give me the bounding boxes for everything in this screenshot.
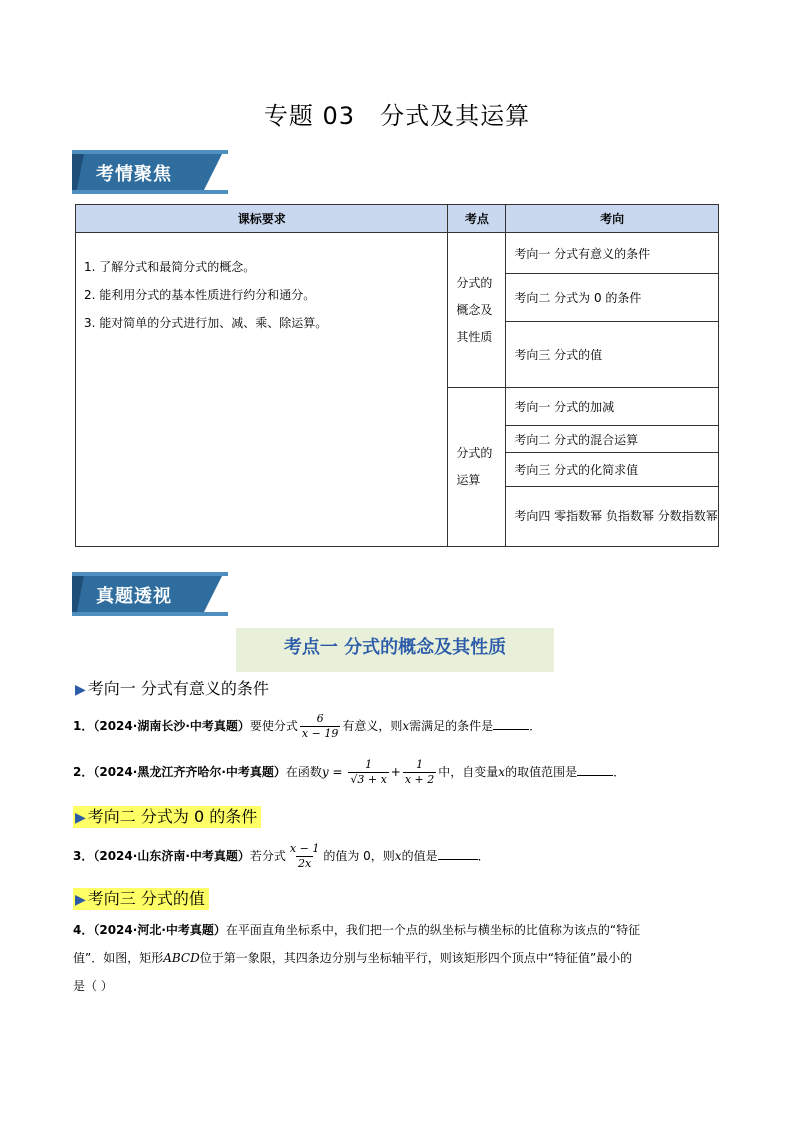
- kaodian-concept: 分式的 概念及 其性质: [448, 233, 506, 388]
- requirements-cell: [76, 233, 448, 547]
- answer-blank: [493, 716, 529, 730]
- triangle-icon: ▶: [75, 810, 86, 826]
- question-2: 2．（2024·黑龙江齐齐哈尔·中考真题）在函数y = $\frac{1}{√3 + x}$ + $\frac{1}{x + 2}$ 中，自变量x的取值范围是 ．: [73, 758, 626, 786]
- header-kaoxiang: 考向: [506, 205, 719, 233]
- section-banner-kaoqing: [72, 150, 228, 194]
- kaoxiang-item: 考向一 分式的加减: [506, 388, 719, 426]
- requirement-item: 1. 了解分式和最简分式的概念。: [84, 260, 256, 274]
- fraction: $\frac{1}{x + 2}$: [404, 758, 435, 786]
- kaoxiang-item: 考向三 分式的化简求值: [506, 453, 719, 487]
- banner-label: 考情聚焦: [96, 164, 172, 185]
- requirement-item: 3. 能对简单的分式进行加、减、乘、除运算。: [84, 316, 328, 330]
- kaoxiang-item: 考向二 分式为 0 的条件: [506, 274, 719, 322]
- kaodian-heading: 考点一 分式的概念及其性质: [236, 628, 554, 672]
- triangle-icon: ▶: [75, 892, 86, 908]
- triangle-icon: ▶: [75, 682, 86, 698]
- page-title: 专题 03 分式及其运算: [263, 102, 531, 130]
- kaoxiang-heading-1: ▶ 考向一 分式有意义的条件: [75, 679, 269, 698]
- answer-blank: [438, 846, 478, 860]
- header-kebiao: 课标要求: [76, 205, 448, 233]
- requirements-table: [75, 204, 719, 547]
- requirement-item: 2. 能利用分式的基本性质进行约分和通分。: [84, 288, 316, 302]
- kaoxiang-item: 考向四 零指数幂 负指数幂 分数指数幂: [506, 487, 719, 547]
- question-4: 4．（2024·河北·中考真题）在平面直角坐标系中，我们把一个点的纵坐标与横坐标的比值称为该点的“特征 值”．如图，矩形ABCD位于第一象限，其四条边分别与坐标轴平行，则该矩形四个顶点中“特征值”最小的 是（ ）: [73, 923, 641, 993]
- kaoxiang-item: 考向一 分式有意义的条件: [506, 233, 719, 274]
- fraction: $\frac{1}{√3 + x}$: [350, 758, 387, 786]
- header-kaodian: 考点: [448, 205, 506, 233]
- fraction: $\frac{6}{x - 19}$: [301, 712, 339, 740]
- question-3: 3．（2024·山东济南·中考真题）若分式 $\frac{x - 1}{2x}$ 的值为 0，则x的值是 ．: [73, 842, 490, 870]
- kaoxiang-item: 考向三 分式的值: [506, 322, 719, 388]
- section-banner-zhenti: [72, 572, 228, 616]
- question-1: 1．（2024·湖南长沙·中考真题）要使分式 $\frac{6}{x - 19}$ 有意义，则x需满足的条件是 ．: [73, 712, 542, 740]
- kaoxiang-item: 考向二 分式的混合运算: [506, 426, 719, 453]
- kaoxiang-heading-2: ▶ 考向二 分式为 0 的条件: [73, 806, 261, 828]
- banner-label: 真题透视: [96, 586, 172, 607]
- kaoxiang-heading-3: ▶ 考向三 分式的值: [73, 888, 209, 910]
- kaodian-operation: 分式的 运算: [448, 388, 506, 547]
- fraction: $\frac{x - 1}{2x}$: [289, 842, 320, 870]
- answer-blank: [577, 762, 613, 776]
